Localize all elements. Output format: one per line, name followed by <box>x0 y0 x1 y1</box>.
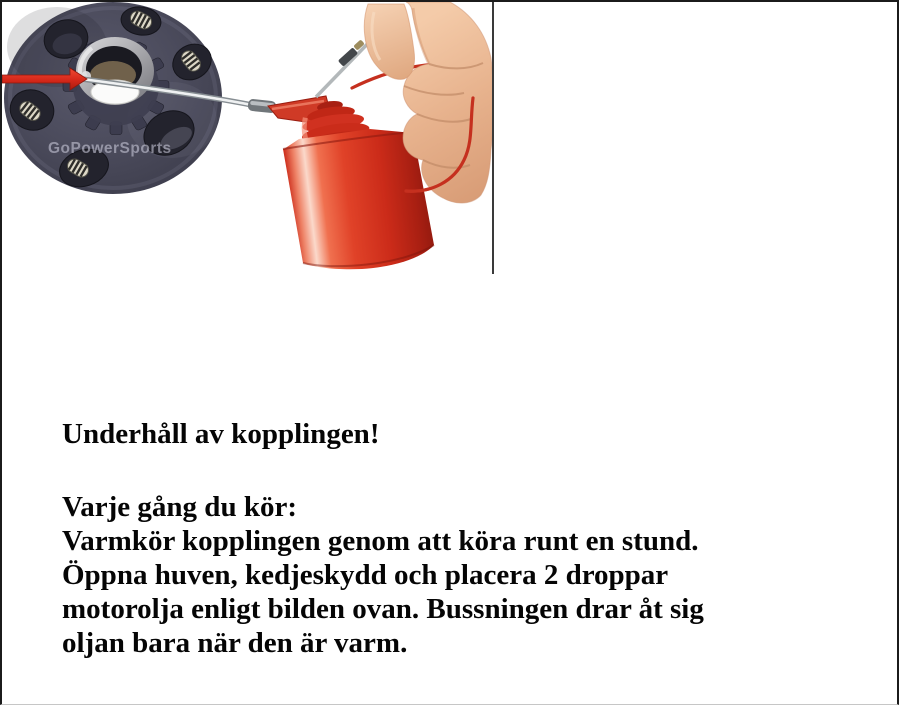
document-body <box>62 490 704 660</box>
watermark-text: GoPowerSports <box>48 140 172 157</box>
clutch-oiling-illustration <box>2 2 492 273</box>
body-line: oljan bara när den är varm. <box>62 627 408 659</box>
clutch-oiling-photo <box>2 2 492 273</box>
document-title: Underhåll av kopplingen! <box>62 418 380 450</box>
clutch-disc <box>4 2 222 194</box>
clutch-bushing <box>76 37 154 105</box>
photo-right-border <box>492 2 494 274</box>
body-line: Öppna huven, kedjeskydd och placera 2 droppar <box>62 559 669 591</box>
body-line: Varje gång du kör: <box>62 491 297 523</box>
body-line: Varmkör kopplingen genom att köra runt en stund. <box>62 525 699 557</box>
body-line: motorolja enligt bilden ovan. Bussningen drar åt sig <box>62 593 704 625</box>
